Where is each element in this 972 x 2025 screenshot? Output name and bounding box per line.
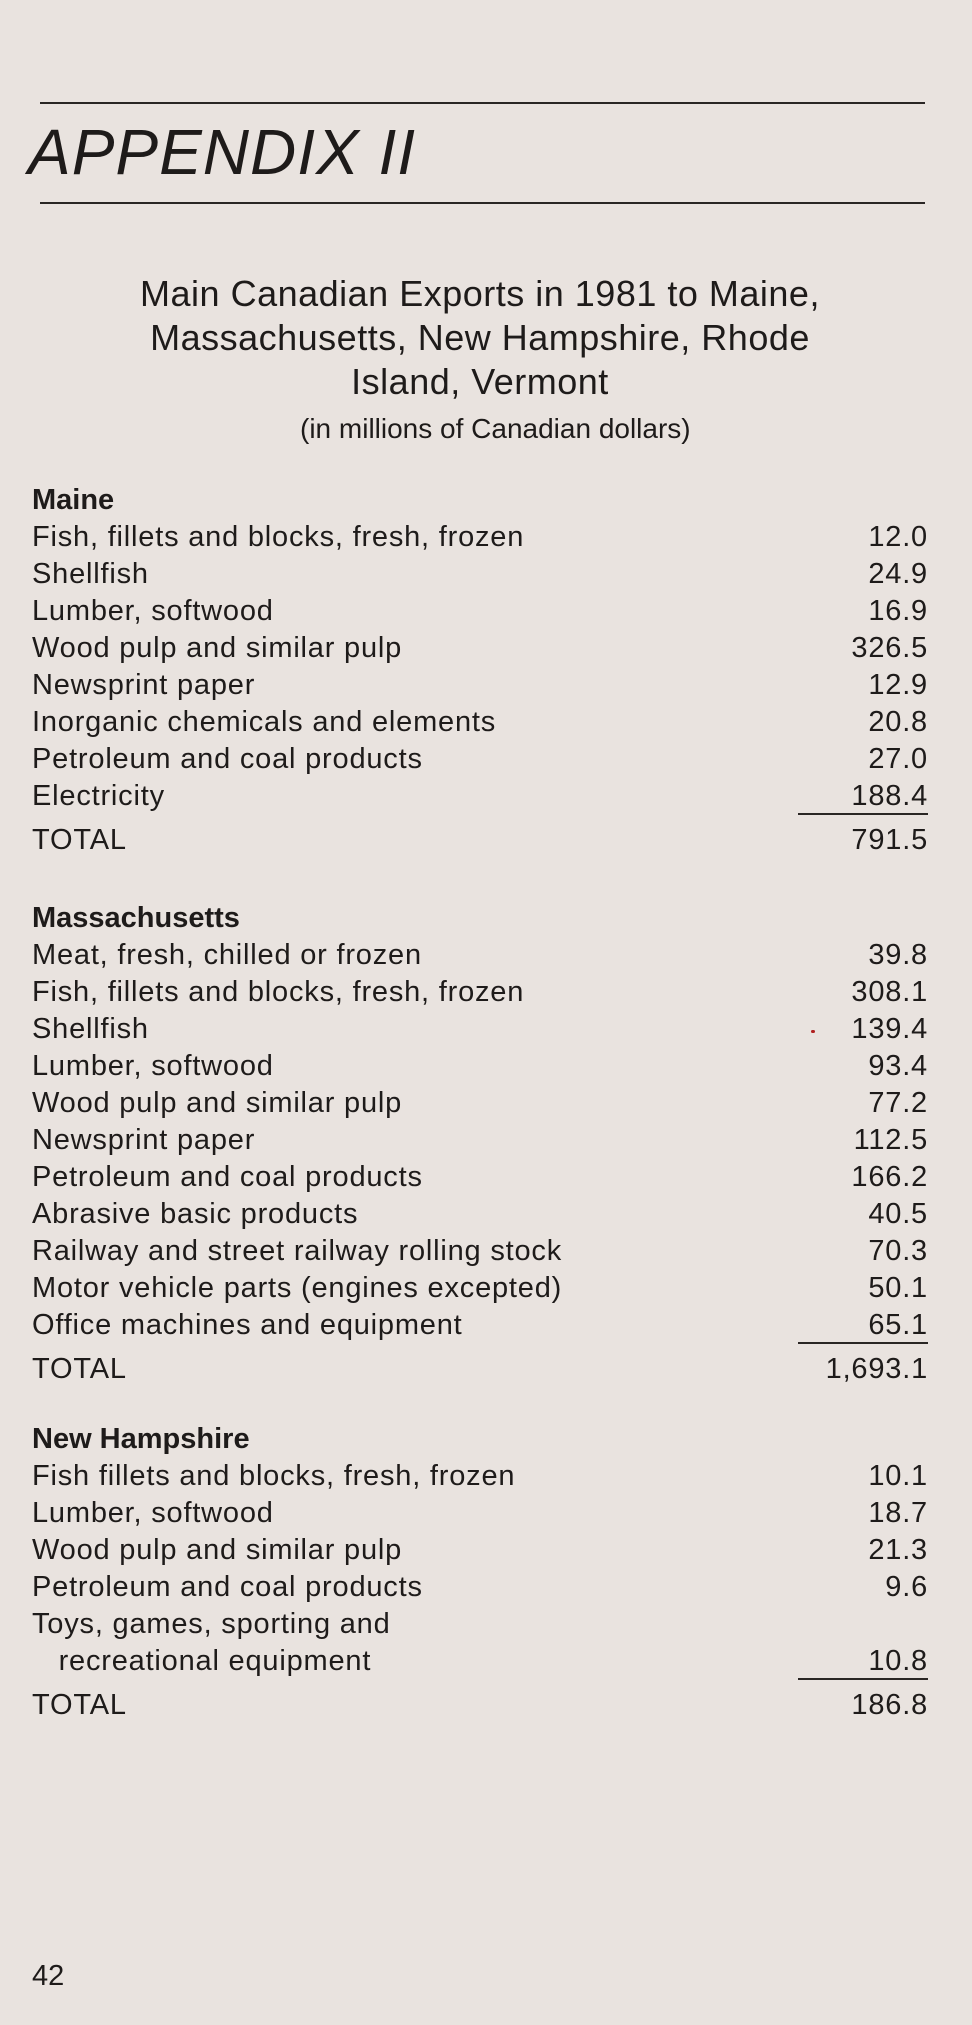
row-label: Fish fillets and blocks, fresh, frozen — [32, 1460, 516, 1492]
total-label: TOTAL — [32, 1353, 127, 1385]
row-label: Motor vehicle parts (engines excepted) — [32, 1272, 563, 1304]
row-value: 77.2 — [868, 1087, 928, 1119]
row-label: Wood pulp and similar pulp — [32, 1534, 403, 1566]
row-value: 326.5 — [851, 632, 928, 664]
total-value: 186.8 — [851, 1689, 928, 1721]
table-row — [32, 1085, 928, 1122]
row-label: Shellfish — [32, 1013, 149, 1045]
row-label: Railway and street railway rolling stock — [32, 1235, 563, 1267]
title-line: Island, Vermont — [351, 361, 609, 402]
row-label: Meat, fresh, chilled or frozen — [32, 939, 422, 971]
table-row — [32, 1159, 928, 1196]
row-value: 50.1 — [868, 1272, 928, 1304]
total-label: TOTAL — [32, 1689, 127, 1721]
table-row — [32, 1495, 928, 1532]
section-maine — [32, 482, 928, 859]
total-value: 1,693.1 — [825, 1353, 928, 1385]
table-row — [32, 704, 928, 741]
row-label: Petroleum and coal products — [32, 1161, 423, 1193]
row-label: Wood pulp and similar pulp — [32, 632, 403, 664]
row-label: Abrasive basic products — [32, 1198, 359, 1230]
row-label: Toys, games, sporting and recreational equipment — [32, 1608, 391, 1677]
row-value: 39.8 — [868, 939, 928, 971]
table-row — [32, 1569, 928, 1606]
row-value: 112.5 — [853, 1124, 928, 1156]
table-row — [32, 741, 928, 778]
table-row — [32, 1122, 928, 1159]
row-label: Petroleum and coal products — [32, 1571, 423, 1603]
row-value: 9.6 — [885, 1571, 928, 1603]
total-label: TOTAL — [32, 824, 127, 856]
row-label: Electricity — [32, 780, 165, 812]
row-label: Fish, fillets and blocks, fresh, frozen — [32, 976, 525, 1008]
total-row — [32, 1351, 928, 1388]
table-row — [32, 1233, 928, 1270]
row-value: 166.2 — [851, 1161, 928, 1193]
bottom-rule — [40, 202, 925, 204]
row-label: Lumber, softwood — [32, 595, 274, 627]
top-rule — [40, 102, 925, 104]
row-value: 308.1 — [851, 976, 928, 1008]
table-row — [32, 1532, 928, 1569]
row-value: 12.9 — [868, 669, 928, 701]
row-label: Lumber, softwood — [32, 1050, 274, 1082]
table-row — [32, 974, 928, 1011]
row-label: Wood pulp and similar pulp — [32, 1087, 403, 1119]
row-label: Fish, fillets and blocks, fresh, frozen — [32, 521, 525, 553]
row-label: Office machines and equipment — [32, 1309, 463, 1341]
table-row — [32, 556, 928, 593]
total-row — [32, 822, 928, 859]
title-line: Main Canadian Exports in 1981 to Maine, — [140, 273, 820, 314]
section-heading: Maine — [32, 484, 115, 516]
table-row — [32, 778, 928, 815]
page-title — [40, 272, 920, 404]
table-row — [32, 1458, 928, 1495]
table-row — [32, 1270, 928, 1307]
row-value: 139.4 — [851, 1013, 928, 1045]
section-heading: Massachusetts — [32, 902, 240, 934]
title-line: Massachusetts, New Hampshire, Rhode — [150, 317, 810, 358]
table-row — [32, 1048, 928, 1085]
row-value: 24.9 — [868, 558, 928, 590]
appendix-title: APPENDIX II — [28, 116, 416, 188]
table-row — [32, 519, 928, 556]
row-label: Inorganic chemicals and elements — [32, 706, 497, 738]
total-value: 791.5 — [851, 824, 928, 856]
row-value: 12.0 — [868, 521, 928, 553]
section-massachusetts — [32, 900, 928, 1388]
page-subtitle: (in millions of Canadian dollars) — [300, 413, 691, 444]
section-heading: New Hampshire — [32, 1423, 250, 1455]
row-value: 40.5 — [868, 1198, 928, 1230]
page-number: 42 — [32, 1960, 65, 1992]
row-value: 70.3 — [868, 1235, 928, 1267]
section-new-hampshire — [32, 1421, 928, 1724]
row-value: 93.4 — [868, 1050, 928, 1082]
table-row — [32, 1196, 928, 1233]
table-row — [32, 1307, 928, 1344]
table-row — [32, 937, 928, 974]
row-value: 65.1 — [798, 1308, 928, 1344]
row-value: 188.4 — [798, 779, 928, 815]
table-row — [32, 1011, 928, 1048]
table-row — [32, 630, 928, 667]
row-value: 21.3 — [868, 1534, 928, 1566]
ink-speck — [811, 1030, 815, 1033]
row-label: Newsprint paper — [32, 1124, 256, 1156]
table-row — [32, 593, 928, 630]
row-value: 10.8 — [798, 1644, 928, 1680]
table-row — [32, 667, 928, 704]
row-value: 27.0 — [868, 743, 928, 775]
row-label: Petroleum and coal products — [32, 743, 423, 775]
total-row — [32, 1687, 928, 1724]
row-label: Lumber, softwood — [32, 1497, 274, 1529]
row-value: 10.1 — [868, 1460, 928, 1492]
row-value: 20.8 — [868, 706, 928, 738]
row-value: 18.7 — [868, 1497, 928, 1529]
row-label: Newsprint paper — [32, 669, 256, 701]
row-value: 16.9 — [868, 595, 928, 627]
table-row — [32, 1606, 928, 1680]
row-label: Shellfish — [32, 558, 149, 590]
